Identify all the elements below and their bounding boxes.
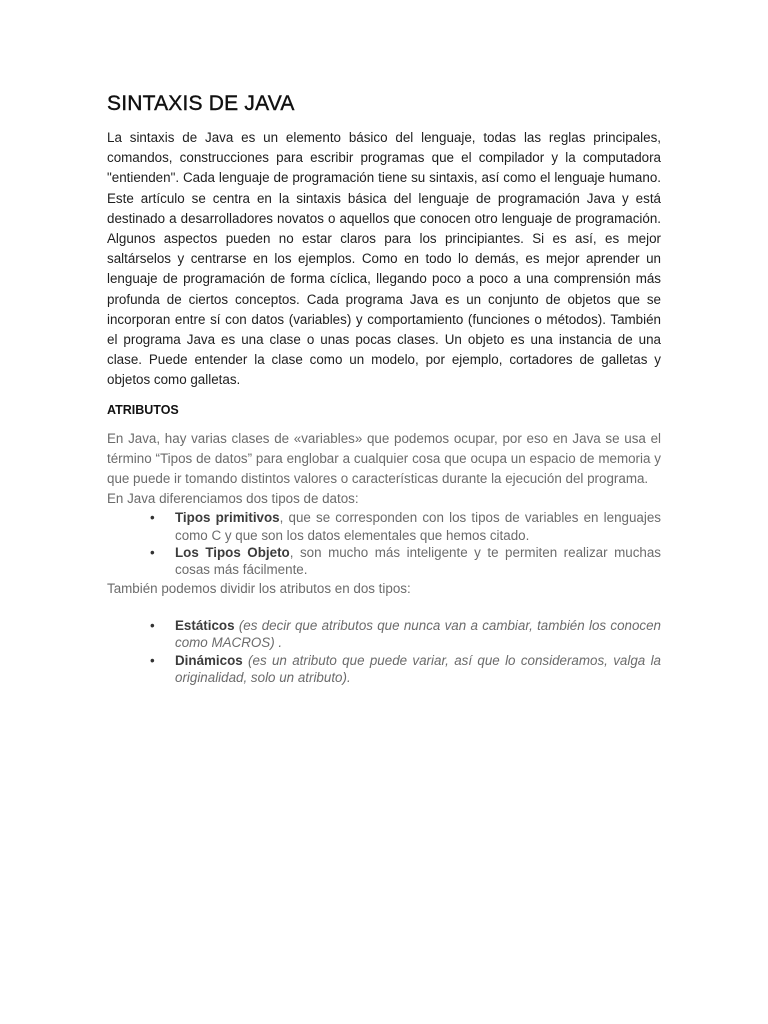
data-types-paragraph: En Java, hay varias clases de «variables» que podemos ocupar, por eso en Java se usa el término “Tipos de datos” para englobar a cualquier cosa que ocupa un espacio de memoria y que puede ir tomando distintos valores o características durante la ejecución del programa. — [107, 430, 661, 487]
list-item — [107, 509, 661, 544]
list-item-text: (es un atributo que puede variar, así que lo consideramos, valga la originalidad, solo un atributo). — [175, 652, 661, 686]
list-item-term: Los Tipos Objeto — [175, 545, 290, 561]
list-item — [107, 617, 661, 652]
document-page — [107, 92, 661, 687]
list-item — [107, 544, 661, 579]
intro-paragraph: La sintaxis de Java es un elemento básico del lenguaje, todas las reglas principales, comandos, construcciones para escribir programas que el compilador y la computadora "entienden". Cada lenguaje de programación tiene su sintaxis, así como el lenguaje humano. Este artículo se centra en la sintaxis básica del lenguaje de programación Java y está destinado a desarrolladores novatos o aquellos que conocen otro lenguaje de programación. Algunos aspectos pueden no estar claros para los principiantes. Si es así, es mejor saltárselos y centrarse en los ejemplos. Como en todo lo demás, es mejor aprender un lenguaje de programación de forma cíclica, llegando poco a poco a una comprensión más profunda de ciertos conceptos. Cada programa Java es un conjunto de objetos que se incorporan entre sí con datos (variables) y comportamiento (funciones o métodos). También el programa Java es una clase o unas pocas clases. Un objeto es una instancia de una clase. Puede entender la clase como un modelo, por ejemplo, cortadores de galletas y objetos como galletas. — [107, 130, 661, 388]
list-item-text: (es decir que atributos que nunca van a cambiar, también los conocen como MACROS) . — [175, 617, 661, 651]
bullet-icon: • — [150, 617, 155, 633]
list-item-term: Tipos primitivos — [175, 510, 280, 526]
section-body — [107, 429, 661, 687]
blank-line — [107, 599, 661, 617]
document-title: SINTAXIS DE JAVA — [107, 92, 295, 115]
attrs-intro-line: También podemos dividir los atributos en dos tipos: — [107, 580, 411, 596]
list-item-text: , son mucho más inteligente y te permiten realizar muchas cosas más fácilmente. — [175, 545, 661, 578]
section-heading-atributos: ATRIBUTOS — [107, 402, 179, 417]
bullet-icon: • — [150, 652, 155, 668]
data-types-list — [107, 509, 661, 579]
bullet-icon: • — [150, 510, 155, 526]
list-item-term: Estáticos — [175, 617, 235, 633]
types-intro-line: En Java diferenciamos dos tipos de datos: — [107, 491, 359, 507]
list-item — [107, 652, 661, 687]
list-item-text: , que se corresponden con los tipos de variables en lenguajes como C y que son los datos elementales que hemos citado. — [175, 510, 661, 543]
bullet-icon: • — [150, 545, 155, 561]
list-item-term: Dinámicos — [175, 652, 243, 668]
attribute-types-list — [107, 617, 661, 687]
